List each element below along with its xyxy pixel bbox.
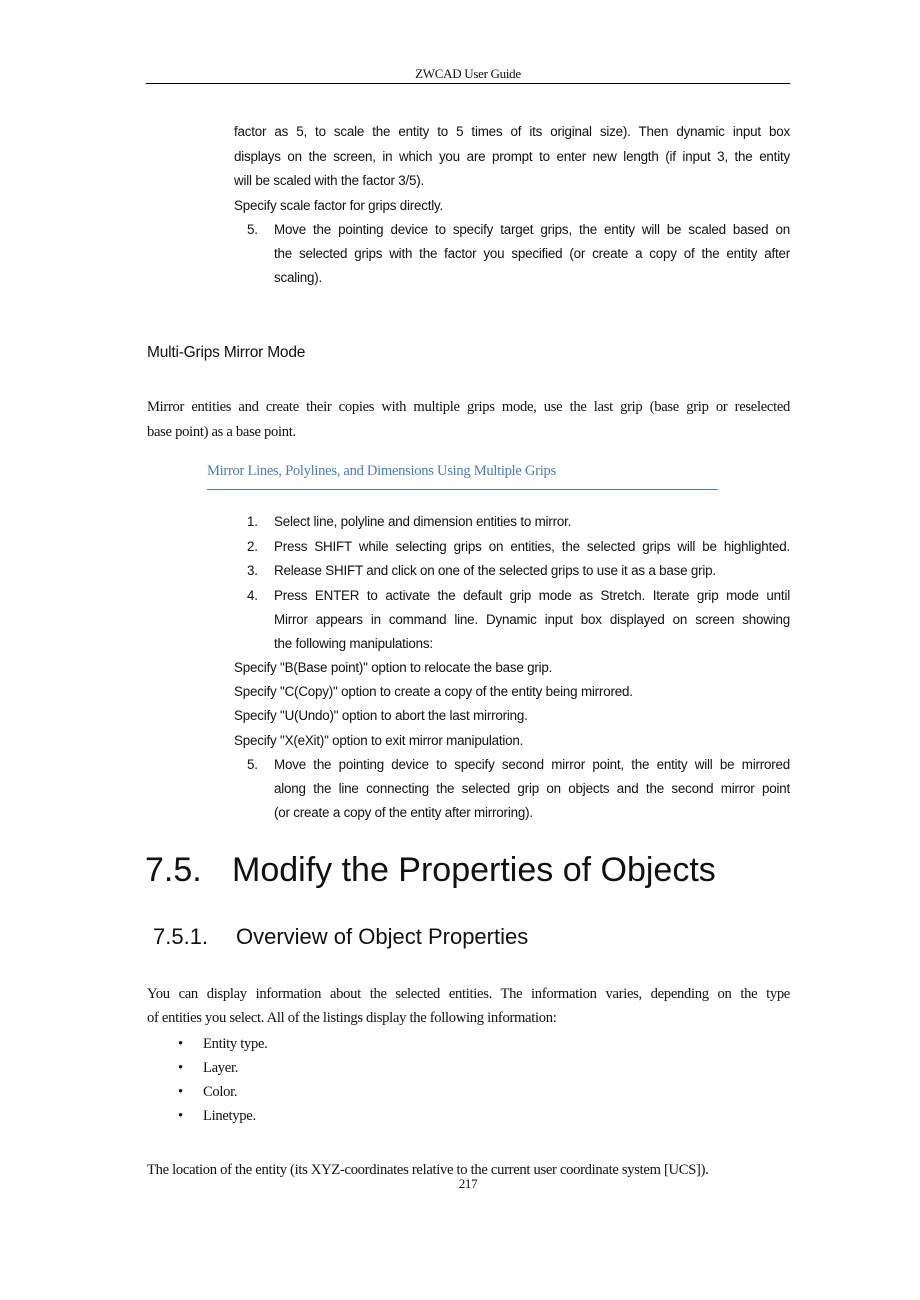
section-number: 7.5. [145,851,202,889]
step-text: Move the pointing device to specify second mirror point, the entity will be mirrored [274,757,790,772]
step-number: 2. [247,539,258,554]
intro-line: will be scaled with the factor 3/5). [234,173,425,188]
bullet-text: Color. [203,1084,238,1100]
page-number: 217 [458,1176,478,1191]
option-text: Specify "X(eXit)" option to exit mirror manipulation. [234,733,524,748]
step-text: along the line connecting the selected grip on objects and the second mirror point [274,781,790,796]
option-text: Specify "C(Copy)" option to create a copy of the entity being mirrored. [234,684,633,699]
step-text: Press ENTER to activate the default grip mode as Stretch. Iterate grip mode until [274,588,790,603]
bullet-text: Linetype. [203,1108,256,1124]
intro-line: factor as 5, to scale the entity to 5 times of its original size). Then dynamic input box [234,124,790,139]
paragraph-line: The location of the entity (its XYZ-coordinates relative to the current user coordinate system [UCS]). [147,1162,709,1178]
step-number: 5. [247,757,258,772]
subsection-number: 7.5.1. [153,924,209,949]
bullet-icon: • [178,1060,183,1076]
section-title: Modify the Properties of Objects [232,851,716,889]
option-text: Specify "U(Undo)" option to abort the last mirroring. [234,708,528,723]
step-text: scaling). [274,270,323,285]
paragraph-line: of entities you select. All of the listings display the following information: [147,1010,557,1026]
step-number: 3. [247,563,258,578]
step-number: 5. [247,222,258,237]
step-text: Mirror appears in command line. Dynamic input box displayed on screen showing [274,612,790,627]
step-number: 1. [247,514,258,529]
specify-text: Specify scale factor for grips directly. [234,198,444,213]
bullet-text: Layer. [203,1060,239,1076]
bullet-icon: • [178,1108,183,1124]
bullet-icon: • [178,1036,183,1052]
header-rule [146,83,790,84]
section-heading: Multi-Grips Mirror Mode [147,344,306,361]
paragraph-line: Mirror entities and create their copies with multiple grips mode, use the last grip (base grip or reselected [147,399,790,415]
paragraph-line: base point) as a base point. [147,424,296,440]
step-text: Select line, polyline and dimension entities to mirror. [274,514,572,529]
bullet-icon: • [178,1084,183,1100]
step-number: 4. [247,588,258,603]
running-header: ZWCAD User Guide [415,66,521,81]
step-text: Release SHIFT and click on one of the selected grips to use it as a base grip. [274,563,716,578]
option-text: Specify "B(Base point)" option to relocate the base grip. [234,660,553,675]
intro-line: displays on the screen, in which you are prompt to enter new length (if input 3, the entity [234,149,790,164]
step-text: (or create a copy of the entity after mirroring). [274,805,533,820]
subsection-title: Overview of Object Properties [236,924,529,949]
step-text: the following manipulations: [274,636,433,651]
step-text: Press SHIFT while selecting grips on entities, the selected grips will be highlighted. [274,539,790,554]
procedure-heading-rule [207,489,718,490]
paragraph-line: You can display information about the selected entities. The information varies, depending on the type [147,986,790,1002]
step-text: the selected grips with the factor you specified (or create a copy of the entity after [274,246,790,261]
procedure-heading-link[interactable]: Mirror Lines, Polylines, and Dimensions Using Multiple Grips [207,463,556,479]
bullet-text: Entity type. [203,1036,268,1052]
step-text: Move the pointing device to specify target grips, the entity will be scaled based on [274,222,790,237]
